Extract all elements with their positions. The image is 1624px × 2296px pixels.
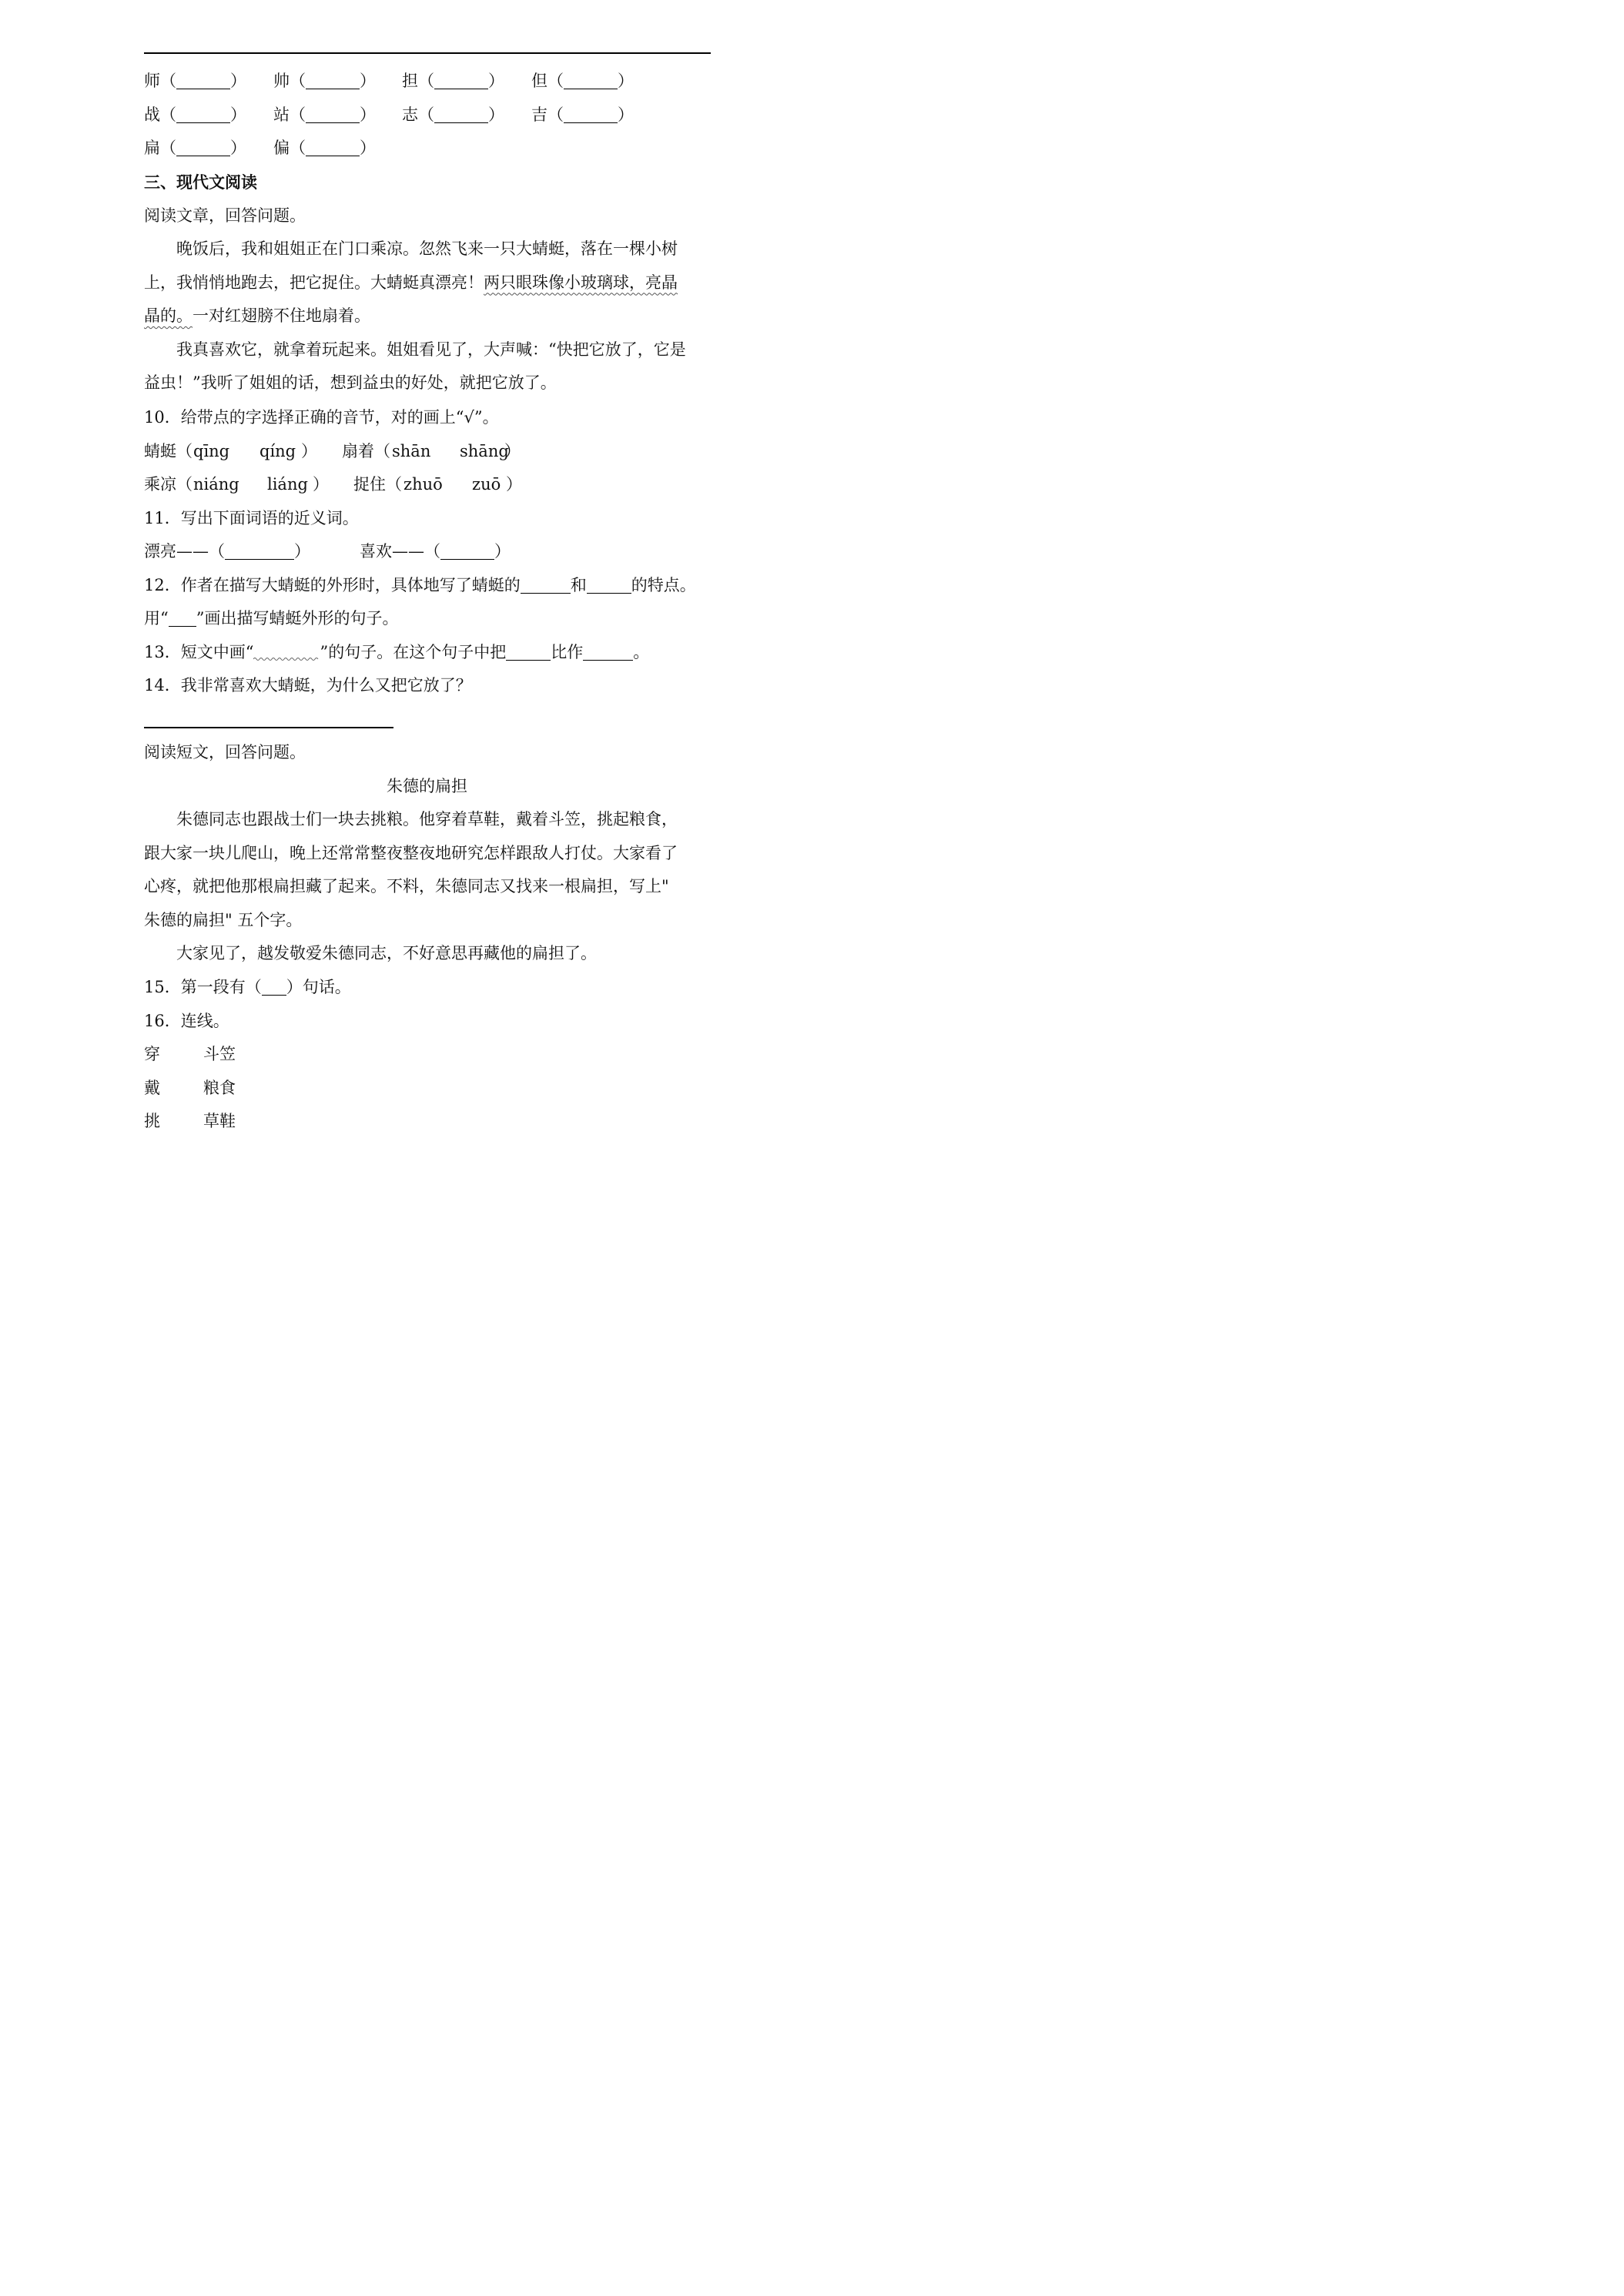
underline-sample bbox=[169, 609, 196, 627]
char-item: 偏（ ） bbox=[273, 139, 376, 157]
answer-blank[interactable] bbox=[564, 105, 618, 123]
question-15: 15．第一段有（ ）句话。 bbox=[144, 978, 351, 996]
answer-blank[interactable] bbox=[262, 978, 286, 996]
question-12-line2: 用“ ”画出描写蜻蜓外形的句子。 bbox=[144, 609, 399, 628]
pinyin-option[interactable]: zhuō bbox=[403, 475, 443, 494]
char-item: 志（ ） bbox=[402, 105, 504, 124]
question-10: 10．给带点的字选择正确的音节，对的画上“√”。 bbox=[144, 408, 499, 427]
passage-line: 益虫！”我听了姐姐的话，想到益虫的好处，就把它放了。 bbox=[144, 373, 557, 392]
passage-line: 朱德同志也跟战士们一块去挑粮。他穿着草鞋，戴着斗笠，挑起粮食， bbox=[176, 810, 678, 828]
answer-blank[interactable] bbox=[306, 72, 360, 89]
pinyin-option[interactable]: qíng bbox=[260, 442, 296, 460]
wavy-sample bbox=[253, 644, 320, 661]
wavy-sentence: 两只眼珠像小玻璃球，亮晶 bbox=[484, 273, 678, 292]
answer-blank[interactable] bbox=[306, 139, 360, 156]
char-item: 扁（ ） bbox=[144, 139, 246, 157]
match-right[interactable]: 草鞋 bbox=[203, 1112, 236, 1130]
answer-blank[interactable] bbox=[440, 542, 494, 560]
passage-line: 朱德的扁担" 五个字。 bbox=[144, 910, 303, 929]
reading-intro-2: 阅读短文，回答问题。 bbox=[144, 743, 306, 761]
answer-blank[interactable] bbox=[176, 105, 230, 123]
question-12: 12．作者在描写大蜻蜓的外形时，具体地写了蜻蜓的 和 的特点。 bbox=[144, 576, 696, 594]
answer-blank[interactable] bbox=[521, 576, 571, 594]
question-16: 16．连线。 bbox=[144, 1012, 229, 1030]
passage-line: 我真喜欢它，就拿着玩起来。姐姐看见了，大声喊：“快把它放了，它是 bbox=[176, 340, 686, 359]
passage-line: 上，我悄悄地跑去，把它捉住。大蜻蜓真漂亮！两只眼珠像小玻璃球，亮晶 bbox=[144, 273, 678, 292]
wavy-sentence: 晶的。 bbox=[144, 306, 193, 325]
char-item: 吉（ ） bbox=[531, 105, 634, 124]
answer-blank[interactable] bbox=[434, 72, 488, 89]
char-item: 师（ ） bbox=[144, 72, 246, 90]
answer-blank[interactable] bbox=[506, 643, 551, 661]
match-right[interactable]: 斗笠 bbox=[203, 1045, 236, 1063]
top-rule bbox=[144, 52, 711, 54]
passage-line: 大家见了，越发敬爱朱德同志，不好意思再藏他的扁担了。 bbox=[176, 944, 597, 962]
char-item: 但（ ） bbox=[531, 72, 634, 90]
pinyin-option[interactable]: qīng bbox=[193, 442, 230, 460]
passage-line: 心疼，就把他那根扁担藏了起来。不料，朱德同志又找来一根扁担，写上" bbox=[144, 877, 669, 895]
passage-1 bbox=[144, 233, 711, 400]
pinyin-option[interactable]: niáng bbox=[193, 475, 239, 494]
char-item: 站（ ） bbox=[273, 105, 376, 124]
question-11: 11．写出下面词语的近义词。 bbox=[144, 509, 359, 527]
pinyin-option[interactable]: liáng bbox=[267, 475, 308, 494]
pinyin-option[interactable]: zuō bbox=[472, 475, 501, 494]
question-13: 13．短文中画“ ”的句子。在这个句子中把 比作 。 bbox=[144, 643, 650, 661]
passage-line: 晶的。一对红翅膀不住地扇着。 bbox=[144, 306, 370, 325]
answer-blank[interactable] bbox=[434, 105, 488, 123]
answer-blank[interactable] bbox=[176, 72, 230, 89]
passage-2 bbox=[144, 803, 711, 971]
match-left[interactable]: 戴 bbox=[144, 1079, 160, 1097]
answer-blank[interactable] bbox=[583, 643, 633, 661]
reading-intro: 阅读文章，回答问题。 bbox=[144, 206, 306, 225]
passage-line: 跟大家一块儿爬山，晚上还常常整夜整夜地研究怎样跟敌人打仗。大家看了 bbox=[144, 843, 678, 862]
answer-blank[interactable] bbox=[306, 105, 360, 123]
question-14: 14．我非常喜欢大蜻蜓，为什么又把它放了？ bbox=[144, 676, 472, 694]
pinyin-option[interactable]: shāng bbox=[460, 442, 509, 460]
passage-line: 晚饭后，我和姐姐正在门口乘凉。忽然飞来一只大蜻蜓，落在一棵小树 bbox=[176, 239, 678, 258]
answer-blank[interactable] bbox=[564, 72, 618, 89]
char-item: 担（ ） bbox=[402, 72, 504, 90]
answer-blank[interactable] bbox=[587, 576, 631, 594]
pinyin-option[interactable]: shān bbox=[392, 442, 431, 460]
char-item: 帅（ ） bbox=[273, 72, 376, 90]
answer-line[interactable] bbox=[144, 727, 393, 728]
match-right[interactable]: 粮食 bbox=[203, 1079, 236, 1097]
answer-blank[interactable] bbox=[176, 139, 230, 156]
answer-blank[interactable] bbox=[225, 542, 294, 560]
match-left[interactable]: 穿 bbox=[144, 1045, 160, 1063]
passage-title: 朱德的扁担 bbox=[387, 777, 467, 795]
section-heading: 三、现代文阅读 bbox=[144, 173, 257, 192]
char-item: 战（ ） bbox=[144, 105, 246, 124]
match-left[interactable]: 挑 bbox=[144, 1112, 160, 1130]
